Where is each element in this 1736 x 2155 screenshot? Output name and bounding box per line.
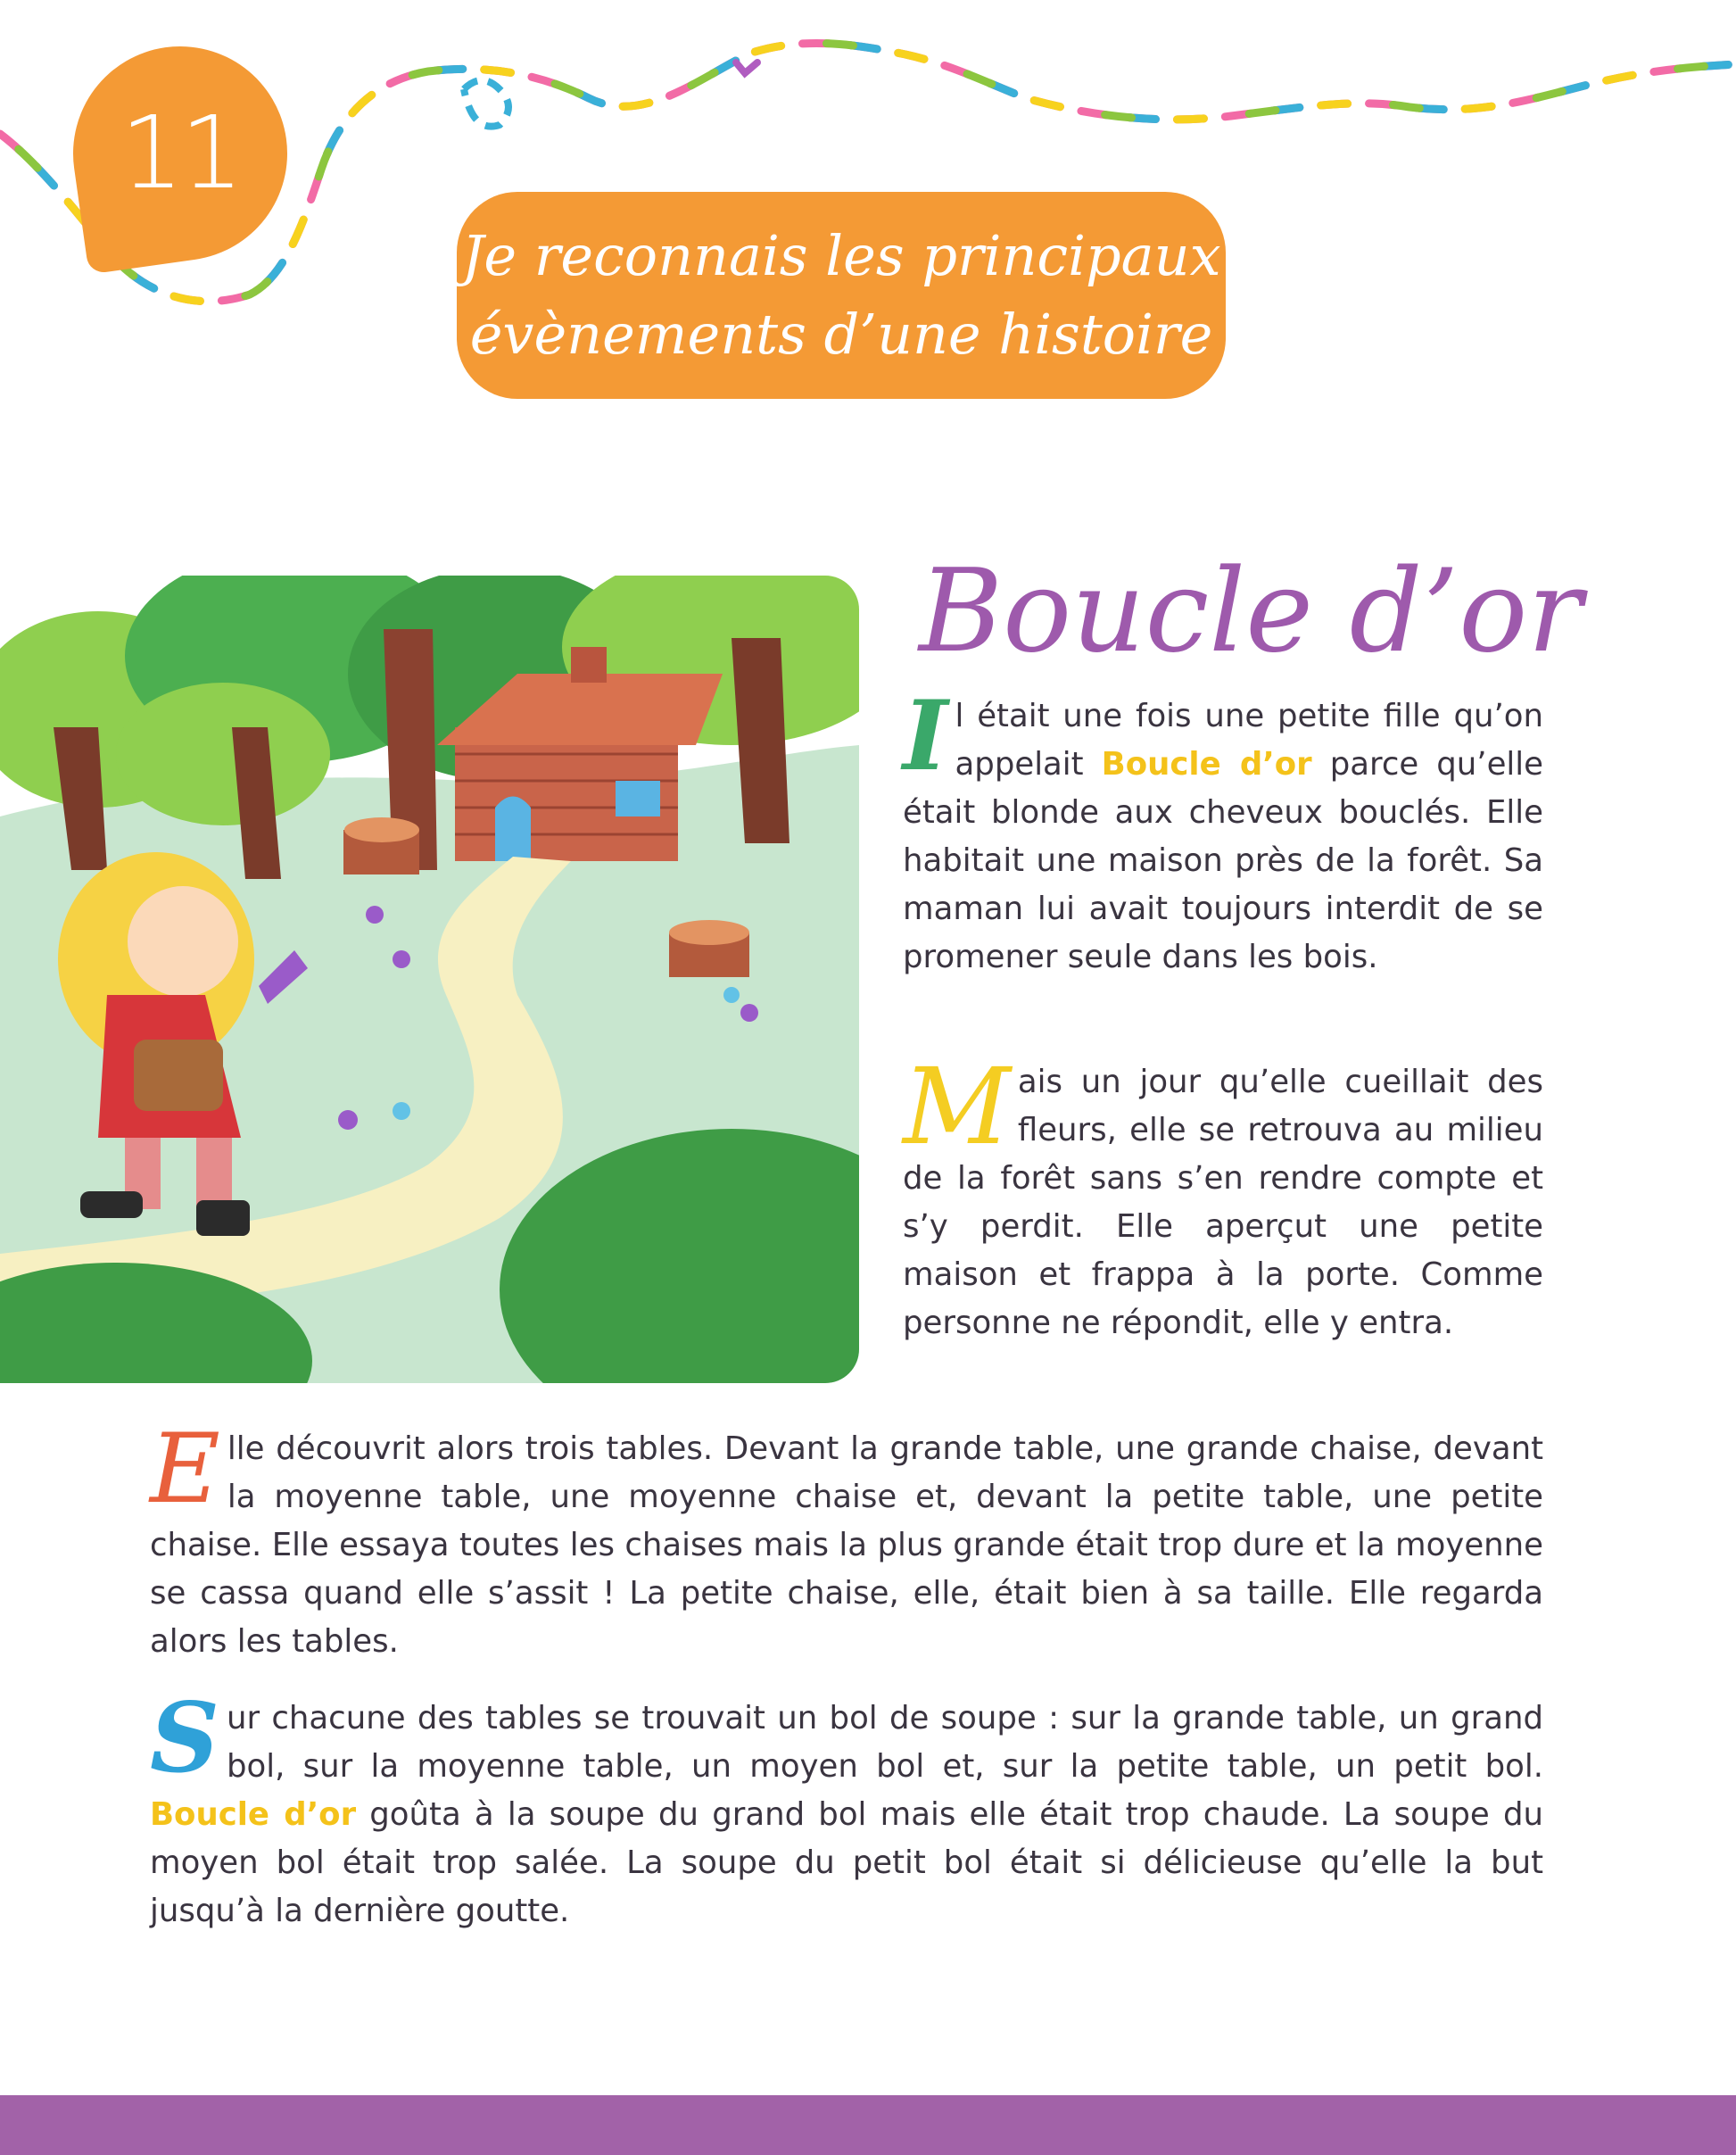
story-illustration bbox=[0, 576, 859, 1383]
lesson-title-banner bbox=[457, 192, 1226, 399]
lesson-title-line-1: Je reconnais les principaux bbox=[461, 223, 1221, 288]
drop-cap: E bbox=[150, 1413, 220, 1525]
story-paragraph-1 bbox=[903, 680, 1543, 982]
story-paragraph-4 bbox=[150, 1682, 1543, 1935]
drop-cap: M bbox=[903, 1045, 1011, 1168]
character-name-highlight: Boucle d’or bbox=[1101, 746, 1312, 783]
paragraph-text: l était une fois une petite fille qu’on appelait bbox=[955, 698, 1543, 783]
character-name-highlight: Boucle d’or bbox=[150, 1796, 357, 1833]
lesson-title-line-2: évènements d’une histoire bbox=[469, 302, 1213, 367]
chapter-number: 11 bbox=[120, 95, 241, 211]
paragraph-text: lle découvrit alors trois tables. Devant la grande table, une grande chaise, devant la moyenne table, une moyenne chaise et, devant la petite table, une petite chaise. Elle essaya toutes les chaises mais la plus grande était trop dure et la moyenne se cassa quand elle s’assit ! La petite chaise, elle, était bien à sa taille. Elle regarda alors les tables. bbox=[150, 1430, 1543, 1660]
story-paragraph-3 bbox=[150, 1413, 1543, 1666]
footer-band bbox=[0, 2095, 1736, 2155]
story-paragraph-2 bbox=[903, 1045, 1543, 1347]
paragraph-text: parce qu’elle était blonde aux cheveux bouclés. Elle habitait une maison près de la forêt. Sa maman lui avait toujours interdit de se promener seule dans les bois. bbox=[903, 746, 1543, 975]
drop-cap: S bbox=[150, 1682, 219, 1794]
paragraph-text: ais un jour qu’elle cueillait des fleurs, elle se retrouva au milieu de la forêt sans s’en rendre compte et s’y perdit. Elle aperçut une petite maison et frappa à la porte. Comme personne ne répondit, elle y entra. bbox=[903, 1064, 1543, 1341]
paragraph-text: goûta à la soupe du grand bol mais elle était trop chaude. La soupe du moyen bol était trop salée. La soupe du petit bol était si délicieuse qu’elle la but jusqu’à la dernière goutte. bbox=[150, 1796, 1543, 1929]
paragraph-text: ur chacune des tables se trouvait un bol de soupe : sur la grande table, un grand bol, sur la moyenne table, un moyen bol et, sur la petite table, un petit bol. bbox=[227, 1700, 1543, 1785]
drop-cap: I bbox=[903, 680, 948, 792]
story-title: Boucle d’or bbox=[919, 545, 1583, 678]
